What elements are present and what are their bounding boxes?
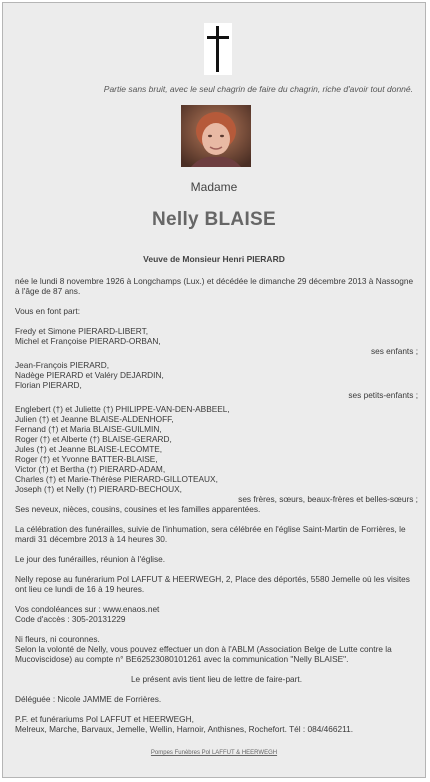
list-item: Englebert (†) et Juliette (†) PHILIPPE-VAN-DEN-ABBEEL,: [15, 404, 230, 414]
list-item: Fredy et Simone PIERARD-LIBERT,: [15, 326, 149, 336]
notice-text: Le présent avis tient lieu de lettre de faire-part.: [130, 674, 303, 684]
condolences-code: Code d'accès : 305-20131229: [15, 614, 126, 624]
children-label: ses enfants ;: [370, 346, 418, 356]
cross-icon: [204, 23, 232, 75]
obituary-body: [15, 276, 418, 744]
list-item: Joseph (†) et Nelly (†) PIERARD-BECHOUX,: [15, 484, 182, 494]
donation-text: Selon la volonté de Nelly, vous pouvez effectuer un don à l'ABLM (Association Belge de Lutte contre la Mucoviscidose) au compte n° BE62523080101261 avec la communication "Nelly BLAISE".: [15, 644, 392, 664]
delegate-text: Déléguée : Nicole JAMME de Forrières.: [15, 694, 162, 704]
flowers-text: Ni fleurs, ni couronnes.: [15, 634, 100, 644]
list-item: Jules (†) et Jeanne BLAISE-LECOMTE,: [15, 444, 163, 454]
list-item: Jean-François PIERARD,: [15, 360, 110, 370]
list-item: Roger (†) et Alberte (†) BLAISE-GERARD,: [15, 434, 172, 444]
grandchildren-label: ses petits-enfants ;: [348, 390, 418, 400]
list-item: Julien (†) et Jeanne BLAISE-ALDENHOFF,: [15, 414, 174, 424]
siblings-list: [15, 404, 418, 504]
obituary-card: [2, 2, 426, 778]
list-item: Florian PIERARD,: [15, 380, 82, 390]
condolences: [15, 604, 418, 624]
list-item: Michel et Françoise PIERARD-ORBAN,: [15, 336, 161, 346]
funeral-home-name: P.F. et funérariums Pol LAFFUT et HEERWEGH,: [15, 714, 194, 724]
siblings-label: ses frères, sœurs, beaux-frères et belles-sœurs ;: [238, 494, 418, 504]
flowers: [15, 634, 418, 664]
list-item: Fernand (†) et Maria BLAISE-GUILMIN,: [15, 424, 162, 434]
funeral-home-locations: Melreux, Marche, Barvaux, Jemelle, Wellin, Harnoir, Anthisnes, Rochefort. Tél : 084/466211.: [15, 724, 354, 734]
intro-text: Vous en font part:: [15, 306, 81, 316]
ceremony-text: La célébration des funérailles, suivie de l'inhumation, sera célébrée en l'église Saint-Martin de Forrières, le mardi 31 décembre 2013 à 14 heures 30.: [15, 524, 406, 544]
funeral-home: [15, 714, 418, 734]
birth-death-text: née le lundi 8 novembre 1926 à Longchamps (Lux.) et décédée le dimanche 29 décembre 2013 à Nassogne à l'âge de 87 ans.: [15, 276, 414, 296]
list-item: Victor (†) et Bertha (†) PIERARD-ADAM,: [15, 464, 166, 474]
children-list: [15, 326, 418, 356]
list-item: Roger (†) et Yvonne BATTER-BLAISE,: [15, 454, 158, 464]
honorific: Madame: [190, 180, 238, 194]
rest-text: Nelly repose au funérarium Pol LAFFUT & HEERWEGH, 2, Place des déportés, 5580 Jemelle où les visites ont lieu ce lundi de 16 à 19 heures.: [15, 574, 410, 594]
portrait-photo: [181, 105, 251, 167]
deceased-name: Nelly BLAISE: [152, 209, 276, 230]
footer-link[interactable]: Pompes Funèbres Pol LAFFUT & HEERWEGH: [150, 750, 278, 756]
condolences-site: Vos condoléances sur : www.enaos.net: [15, 604, 160, 614]
list-item: Nadège PIERARD et Valéry DEJARDIN,: [15, 370, 164, 380]
grandchildren-list: [15, 360, 418, 400]
relatives-text: Ses neveux, nièces, cousins, cousines et les familles apparentées.: [15, 504, 261, 514]
widow-of: Veuve de Monsieur Henri PIERARD: [143, 254, 285, 264]
list-item: Charles (†) et Marie-Thérèse PIERARD-GILLOTEAUX,: [15, 474, 218, 484]
quote: Partie sans bruit, avec le seul chagrin de faire du chagrin, riche d'avoir tout donné.: [103, 84, 413, 94]
meeting-text: Le jour des funérailles, réunion à l'église.: [15, 554, 166, 564]
